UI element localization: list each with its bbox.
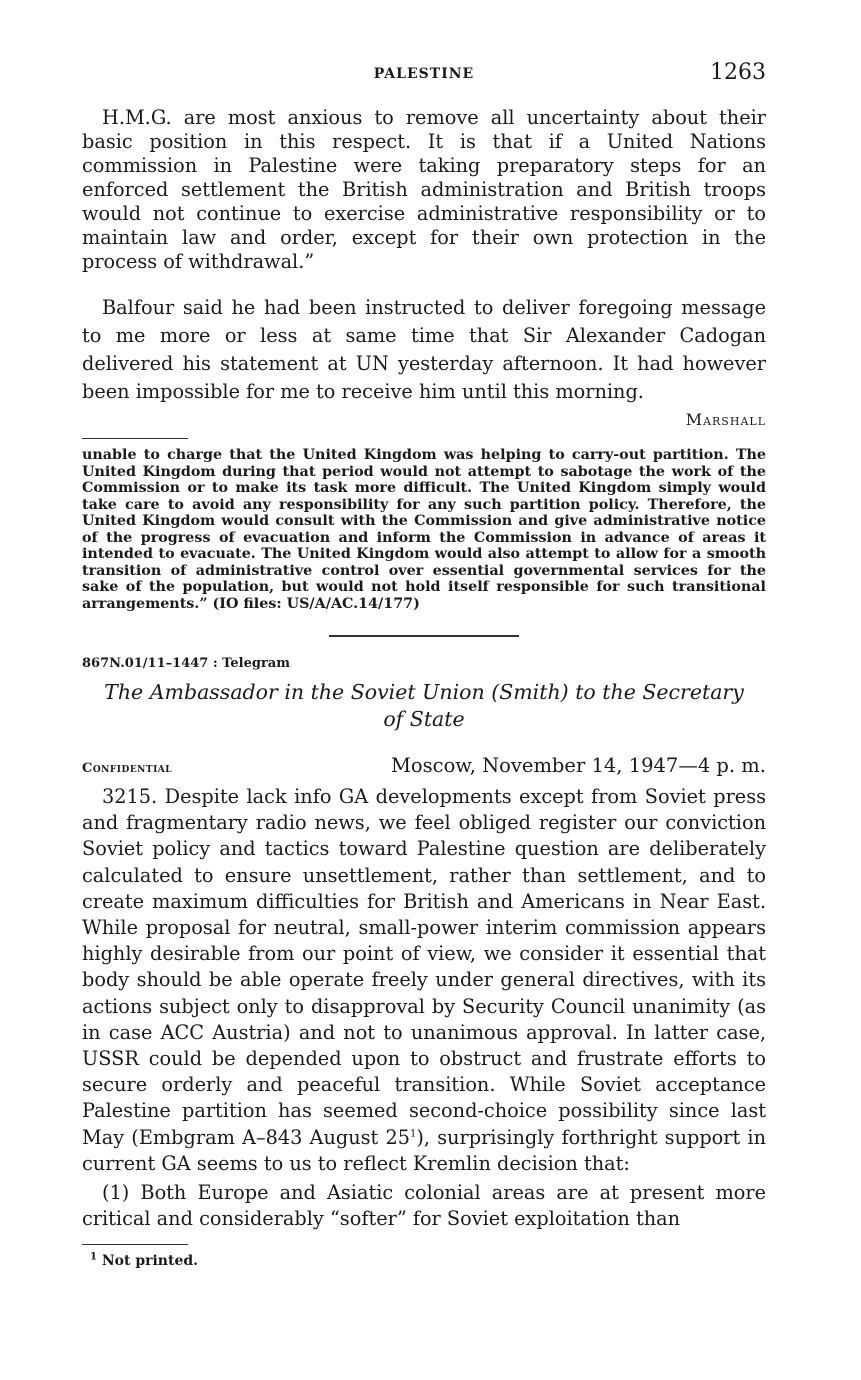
classification-label: Confidential	[82, 761, 173, 776]
quoted-message-paragraph: H.M.G. are most anxious to remove all uncertainty about their basic position in this respect. It is that if a United Nations commission in Palestine were taking preparatory steps for an enforced settlement the British administration and British troops would not continue to exercise administrative responsibility or to maintain law and order, except for their own protection in the process of withdrawal.”	[82, 106, 766, 273]
bottom-footnote-marker: 1	[90, 1251, 97, 1263]
bottom-footnote-divider	[82, 1244, 188, 1245]
dateline: Moscow, November 14, 1947—4 p. m.	[390, 754, 766, 777]
telegram-body-paragraph	[82, 784, 766, 1177]
page-number: 1263	[710, 60, 766, 85]
running-header	[82, 60, 766, 94]
signature: Marshall	[685, 410, 766, 429]
bottom-footnote	[82, 1253, 766, 1269]
telegram-body-part2: ), surprisingly forthright support in current GA seems to us to reflect Kremlin decision that:	[82, 1125, 766, 1175]
document-page	[82, 60, 766, 1269]
footnote-marker: 1	[410, 1128, 417, 1140]
balfour-paragraph: Balfour said he had been instructed to deliver foregoing message to me more or less at same time that Sir Alexander Cadogan delivered his statement at UN yesterday afternoon. It had however been impossible for me to receive him until this morning.	[82, 296, 766, 403]
telegram-body-part1: 3215. Despite lack info GA developments except from Soviet press and fragmentary radio news, we feel obliged register our conviction Soviet policy and tactics toward Palestine question are deliberately calculated to ensure unsettlement, rather than settlement, and to create maximum difficulties for British and Americans in Near East. While proposal for neutral, small-power interim commission appears highly desirable from our point of view, we consider it essential that body should be able operate freely under general directives, with its actions subject only to disapproval by Security Council unanimity (as in case ACC Austria) and not to unanimous approval. In latter case, USSR could be depended upon to obstruct and frustrate efforts to secure orderly and peaceful transition. While Soviet acceptance Palestine partition has seemed second-choice possibility since last May (Embgram A–843 August 25	[82, 785, 766, 1149]
footnote-divider	[82, 438, 188, 439]
point-one-paragraph: (1) Both Europe and Asiatic colonial areas are at present more critical and considerably “softer” for Soviet exploitation than	[82, 1181, 766, 1231]
section-divider	[329, 635, 519, 637]
document-heading: The Ambassador in the Soviet Union (Smith) to the Secretary of State	[104, 680, 744, 731]
footnote-continuation: unable to charge that the United Kingdom was helping to carry-out partition. The United Kingdom during that period would not attempt to sabotage the work of the Commission or to make its task more difficult. The United Kingdom simply would take care to avoid any responsibility for any such partition policy. Therefore, the United Kingdom would consult with the Commission and give administrative notice of the progress of evacuation and inform the Commission in advance of areas it intended to evacuate. The United Kingdom would also attempt to allow for a smooth transition of administrative control over essential governmental services for the sake of the population, but would not hold itself responsible for such transitional arrangements.” (IO files: US/A/AC.14/177)	[82, 447, 766, 612]
bottom-footnote-text: Not printed.	[101, 1253, 199, 1270]
file-reference: 867N.01/11–1447 : Telegram	[82, 656, 290, 671]
classification-dateline-row	[82, 754, 766, 780]
running-title: PALESTINE	[373, 66, 475, 82]
